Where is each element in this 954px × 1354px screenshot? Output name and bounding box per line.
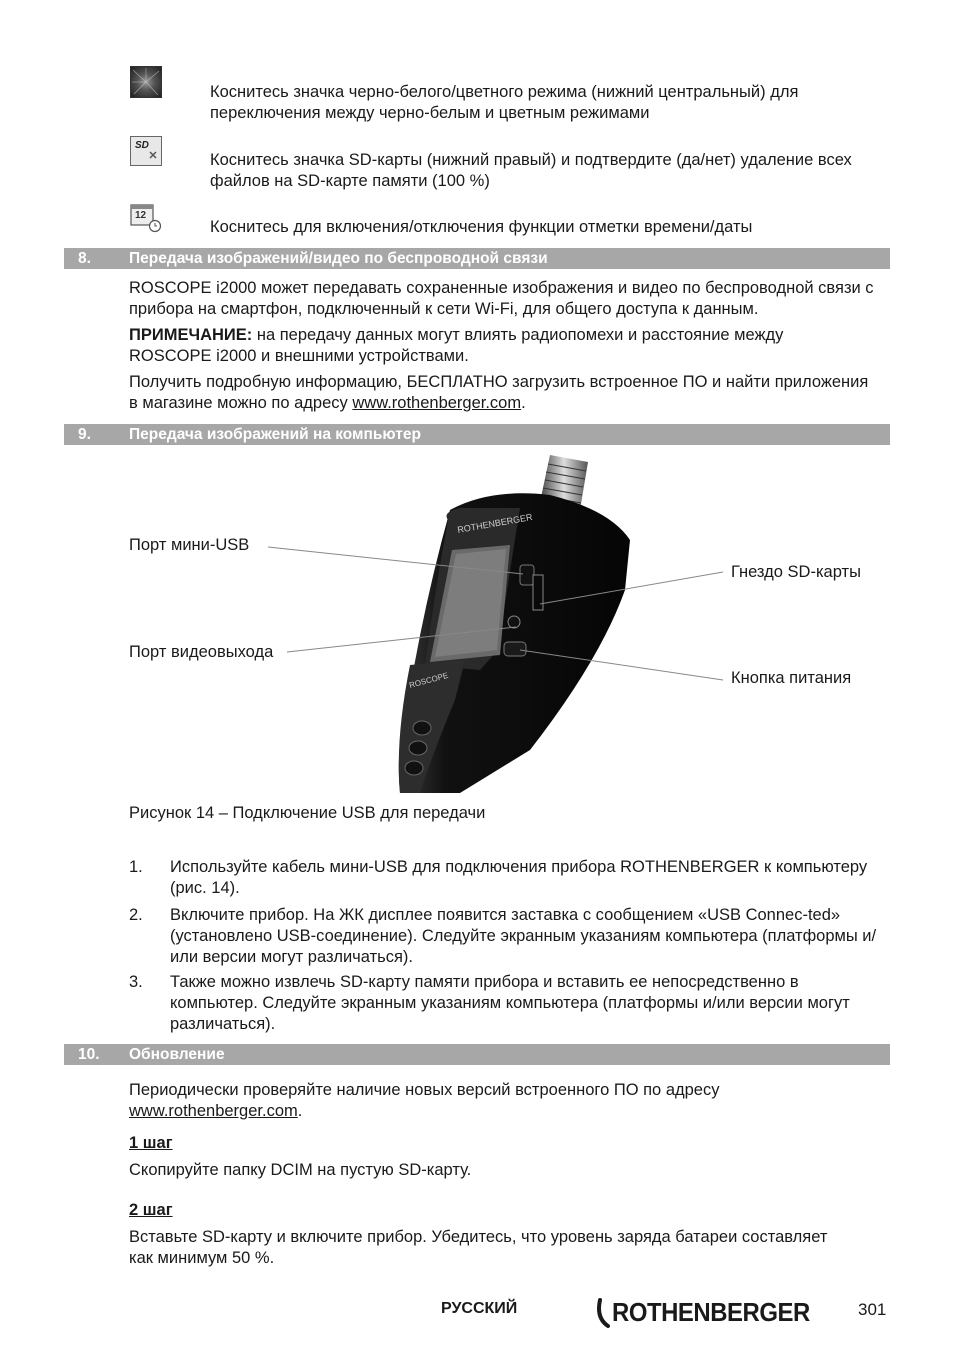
section-8-paragraph-1: ROSCOPE i2000 может передавать сохраненные изображения и видео по беспроводной связи с прибора на смартфон, подключенный к сети Wi-Fi, для общего доступа к данным. <box>129 279 874 318</box>
rothenberger-logo <box>594 1294 838 1334</box>
step-1-text: Скопируйте папку DCIM на пустую SD-карту. <box>129 1161 472 1179</box>
step-1-heading: 1 шаг <box>129 1134 173 1152</box>
note-text: на передачу данных могут влиять радиопомехи и расстояние между ROSCOPE i2000 и внешними устройствами. <box>129 326 784 365</box>
paragraph-3-end: . <box>521 394 526 412</box>
section-9-number: 9. <box>78 426 91 443</box>
list-number: 3. <box>129 973 143 991</box>
update-text: Периодически проверяйте наличие новых версий встроенного ПО по адресу <box>129 1081 720 1099</box>
footer-brand: ROTHENBERGER <box>612 1297 810 1327</box>
section-10-title: Обновление <box>129 1046 225 1063</box>
figure-caption: Рисунок 14 – Подключение USB для передачи <box>129 804 486 822</box>
section-8-title: Передача изображений/видео по беспроводной связи <box>129 250 548 267</box>
page-number: 301 <box>858 1300 887 1319</box>
section-9-title: Передача изображений на компьютер <box>129 426 421 443</box>
date-time-stamp-icon-label: 12 <box>135 210 147 221</box>
note-label: ПРИМЕЧАНИЕ: <box>129 326 253 344</box>
website-link[interactable]: www.rothenberger.com <box>352 394 522 412</box>
section-10-number: 10. <box>78 1046 100 1063</box>
list-item <box>0 905 954 966</box>
label-power-button: Кнопка питания <box>731 669 852 687</box>
step-2-heading: 2 шаг <box>129 1201 173 1219</box>
list-text: Включите прибор. На ЖК дисплее появится заставка с сообщением «USB Connec-ted» (установлено USB-соединение). Следуйте экранным указаниям компьютера (платформы и/или версии могут различаться). <box>170 906 877 966</box>
section-8-number: 8. <box>78 250 91 267</box>
list-number: 1. <box>129 858 143 876</box>
list-text: Используйте кабель мини-USB для подключения прибора ROTHENBERGER к компьютеру (рис. 14). <box>170 858 868 897</box>
footer-language: РУССКИЙ <box>441 1300 518 1317</box>
bw-color-mode-text: Коснитесь значка черно-белого/цветного режима (нижний центральный) для переключения между черно-белым и цветным режимами <box>210 83 799 122</box>
label-sd-card-slot: Гнездо SD-карты <box>731 563 861 581</box>
sd-card-icon-label: SD <box>135 140 149 151</box>
list-number: 2. <box>129 906 143 924</box>
date-time-stamp-text: Коснитесь для включения/отключения функции отметки времени/даты <box>210 218 753 236</box>
paragraph-3-text: Получить подробную информацию, БЕСПЛАТНО загрузить встроенное ПО и найти приложения в магазине можно по адресу <box>129 373 869 412</box>
device-logo: ROSCOPE <box>408 670 450 690</box>
sd-card-text: Коснитесь значка SD-карты (нижний правый) и подтвердите (да/нет) удаление всех файлов на SD-карте памяти (100 %) <box>210 151 852 190</box>
list-item <box>0 857 954 897</box>
device-brand: ROTHENBERGER <box>456 511 534 535</box>
update-text-end: . <box>297 1102 303 1120</box>
step-2-text: Вставьте SD-карту и включите прибор. Убедитесь, что уровень заряда батареи составляет как минимум 50 %. <box>129 1228 828 1267</box>
update-website-link[interactable]: www.rothenberger.com <box>129 1102 298 1120</box>
list-text: Также можно извлечь SD-карту памяти прибора и вставить ее непосредственно в компьютер. Следуйте экранным указаниям компьютера (платформы и/или версии могут различаться). <box>170 973 850 1033</box>
label-mini-usb-port: Порт мини-USB <box>129 536 250 554</box>
list-item <box>0 972 954 1033</box>
label-video-out-port: Порт видеовыхода <box>129 643 274 661</box>
section-10-header <box>64 1044 890 1065</box>
section-10-paragraph-1 <box>129 1080 829 1122</box>
